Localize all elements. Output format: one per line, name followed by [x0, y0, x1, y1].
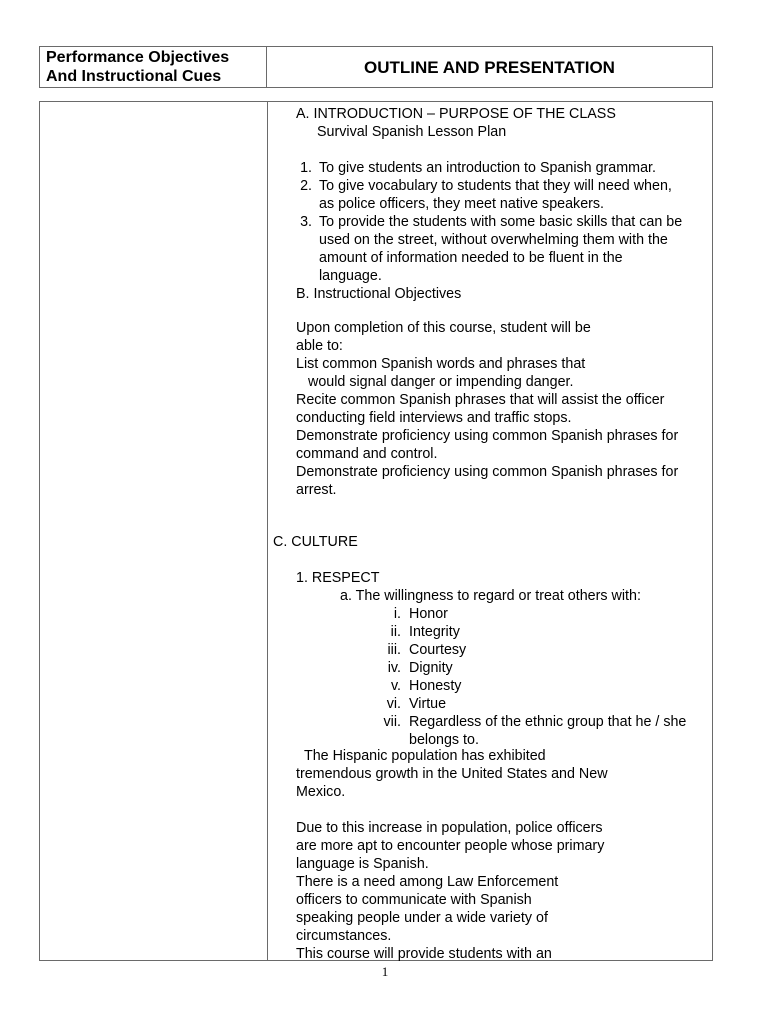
paragraph-line: There is a need among Law Enforcement	[296, 874, 559, 890]
objectives-heading: B. Instructional Objectives	[296, 286, 462, 302]
purpose-number: 1.	[300, 160, 312, 176]
respect-item-number: iii.	[387, 642, 401, 658]
respect-item-text: Honor	[409, 606, 448, 622]
hispanic-line: tremendous growth in the United States and New	[296, 766, 608, 782]
column-divider	[267, 102, 268, 960]
purpose-text: To give vocabulary to students that they will need when,	[319, 178, 672, 194]
objective-line: arrest.	[296, 482, 337, 498]
header-table	[39, 46, 713, 88]
paragraph-line: are more apt to encounter people whose primary	[296, 838, 605, 854]
purpose-number: 2.	[300, 178, 312, 194]
hispanic-line: The Hispanic population has exhibited	[304, 748, 546, 764]
respect-item-number: vii.	[383, 714, 401, 730]
objective-line: Demonstrate proficiency using common Spanish phrases for	[296, 464, 679, 480]
respect-heading: 1. RESPECT	[296, 570, 380, 586]
objective-line: Upon completion of this course, student will be	[296, 320, 591, 336]
purpose-text: used on the street, without overwhelming them with the	[319, 232, 668, 248]
hispanic-line: Mexico.	[296, 784, 346, 800]
objective-line: conducting field interviews and traffic stops.	[296, 410, 572, 426]
purpose-text: To give students an introduction to Spanish grammar.	[319, 160, 656, 176]
respect-item-text: Dignity	[409, 660, 453, 676]
objective-line: Recite common Spanish phrases that will assist the officer	[296, 392, 665, 408]
purpose-text: To provide the students with some basic skills that can be	[319, 214, 683, 230]
respect-item-continuation: belongs to.	[409, 732, 479, 748]
header-left-line1: Performance Objectives	[46, 49, 230, 66]
respect-item-text: Honesty	[409, 678, 462, 694]
objective-line: List common Spanish words and phrases that	[296, 356, 586, 372]
intro-heading: A. INTRODUCTION – PURPOSE OF THE CLASS	[296, 106, 616, 122]
objective-line: would signal danger or impending danger.	[308, 374, 574, 390]
paragraph-line: This course will provide students with an	[296, 946, 552, 962]
paragraph-line: officers to communicate with Spanish	[296, 892, 532, 908]
respect-item-text: Regardless of the ethnic group that he / she	[409, 714, 687, 730]
header-left-line2: And Instructional Cues	[46, 68, 222, 85]
respect-item-number: v.	[390, 678, 401, 694]
purpose-text: as police officers, they meet native speakers.	[319, 196, 605, 212]
culture-heading: C. CULTURE	[273, 534, 358, 550]
purpose-text: amount of information needed to be fluent in the	[319, 250, 623, 266]
paragraph-line: circumstances.	[296, 928, 392, 944]
purpose-text: language.	[319, 268, 382, 284]
respect-item-number: i.	[393, 606, 401, 622]
paragraph-line: speaking people under a wide variety of	[296, 910, 548, 926]
header-left-cell	[40, 47, 267, 87]
respect-item-text: Courtesy	[409, 642, 467, 658]
paragraph-line: Due to this increase in population, police officers	[296, 820, 603, 836]
respect-item-number: vi.	[386, 696, 401, 712]
respect-definition: a. The willingness to regard or treat others with:	[340, 588, 641, 604]
purpose-number: 3.	[300, 214, 312, 230]
objective-line: Demonstrate proficiency using common Spanish phrases for	[296, 428, 679, 444]
page-number: 1	[381, 964, 389, 979]
objective-line: command and control.	[296, 446, 438, 462]
objective-line: able to:	[296, 338, 343, 354]
paragraph-line: language is Spanish.	[296, 856, 429, 872]
respect-item-number: ii.	[390, 624, 401, 640]
respect-item-number: iv.	[387, 660, 401, 676]
respect-item-text: Integrity	[409, 624, 460, 640]
intro-subtitle: Survival Spanish Lesson Plan	[317, 124, 507, 140]
respect-item-text: Virtue	[409, 696, 447, 712]
header-title: OUTLINE AND PRESENTATION	[364, 58, 615, 77]
